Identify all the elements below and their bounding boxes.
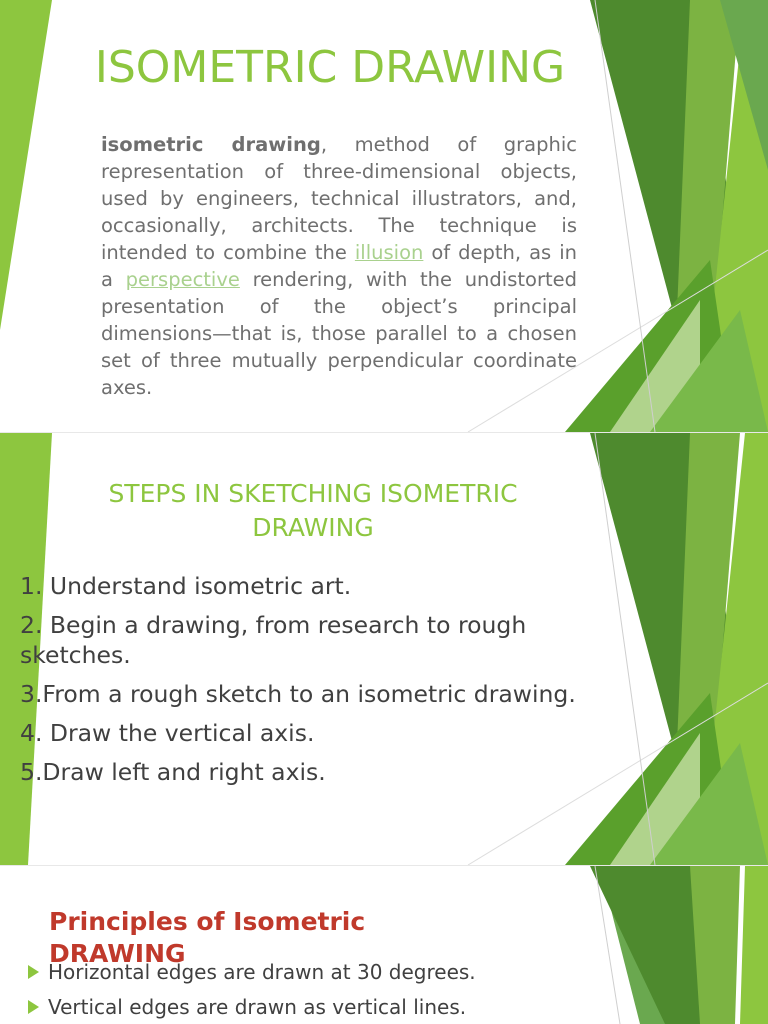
- principles-list: [28, 959, 588, 1024]
- principle-item: [28, 994, 588, 1020]
- definition-text-c: rendering, with the undistorted presentation of the object’s principal dimensions—that is, those parallel to a chosen set of three mutually perpendicular coordinate axes.: [101, 268, 577, 399]
- principle-text: Vertical edges are drawn as vertical lines.: [48, 995, 467, 1019]
- bullet-arrow-icon: [28, 1000, 39, 1014]
- definition-text-a: , method of graphic representation of three-dimensional objects, used by engineers, technical illustrators, and, occasionally, architects. The technique is intended to combine the: [101, 133, 577, 264]
- bullet-arrow-icon: [28, 965, 39, 979]
- slide-3: [0, 866, 768, 1024]
- term-bold: isometric drawing: [101, 133, 321, 156]
- definition-text-b: of depth, as in a: [101, 241, 577, 291]
- slide-1: [0, 0, 768, 432]
- definition-paragraph: [101, 131, 577, 401]
- slide-title: ISOMETRIC DRAWING: [94, 42, 566, 93]
- step-item: 4. Draw the vertical axis.: [20, 719, 315, 747]
- slide-2: [0, 433, 768, 865]
- step-item: 1. Understand isometric art.: [20, 572, 352, 600]
- principle-text: Horizontal edges are drawn at 30 degrees.: [48, 960, 476, 984]
- principle-item: [28, 959, 588, 985]
- step-item: 3.From a rough sketch to an isometric drawing.: [20, 680, 576, 708]
- perspective-link[interactable]: perspective: [125, 268, 240, 291]
- principles-title: Principles of Isometric DRAWING: [49, 907, 366, 968]
- step-item: 2. Begin a drawing, from research to rough sketches.: [20, 611, 527, 669]
- illusion-link[interactable]: illusion: [354, 241, 424, 264]
- steps-title: STEPS IN SKETCHING ISOMETRIC DRAWING: [108, 479, 518, 542]
- step-item: 5.Draw left and right axis.: [20, 758, 326, 786]
- steps-list: [20, 571, 640, 796]
